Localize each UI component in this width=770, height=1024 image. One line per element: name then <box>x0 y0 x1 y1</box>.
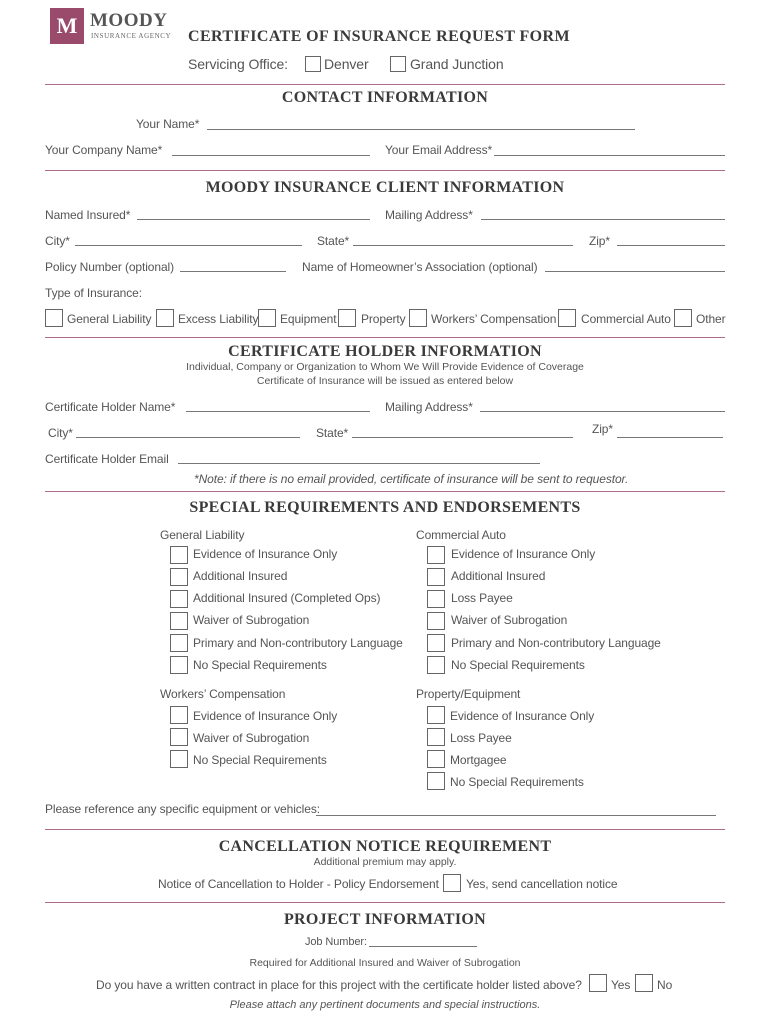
special-heading: SPECIAL REQUIREMENTS AND ENDORSEMENTS <box>189 499 581 516</box>
holder-name-label: Certificate Holder Name* <box>45 400 176 414</box>
pe-loss-payee-label: Loss Payee <box>450 731 512 745</box>
company-name-field[interactable] <box>172 143 370 156</box>
section-divider <box>45 829 725 830</box>
denver-checkbox[interactable] <box>305 56 321 72</box>
holder-city-field[interactable] <box>76 425 300 438</box>
excess-liability-checkbox[interactable] <box>156 309 174 327</box>
cancellation-subtitle: Additional premium may apply. <box>313 856 457 868</box>
gl-additional-insured-label: Additional Insured <box>193 569 288 583</box>
gl-title: General Liability <box>160 528 245 542</box>
job-number-field[interactable] <box>369 934 477 947</box>
logo-letter: M <box>56 13 78 38</box>
email-label: Your Email Address* <box>385 143 493 157</box>
wc-evidence-checkbox[interactable] <box>170 706 188 724</box>
client-state-field[interactable] <box>353 233 573 246</box>
client-mailing-label: Mailing Address* <box>385 208 473 222</box>
holder-email-note: *Note: if there is no email provided, certificate of insurance will be sent to requestor. <box>194 472 629 486</box>
ca-additional-insured-checkbox[interactable] <box>427 568 445 586</box>
wc-waiver-checkbox[interactable] <box>170 728 188 746</box>
contract-question: Do you have a written contract in place for this project with the certificate holder listed above? <box>96 978 582 992</box>
gl-none-checkbox[interactable] <box>170 656 188 674</box>
client-heading: MOODY INSURANCE CLIENT INFORMATION <box>205 179 565 196</box>
contract-yes-label: Yes <box>611 978 631 992</box>
type-equipment: Equipment <box>280 312 337 326</box>
company-name-label: Your Company Name* <box>45 143 163 157</box>
ca-loss-payee-checkbox[interactable] <box>427 590 445 608</box>
ca-waiver-checkbox[interactable] <box>427 612 445 630</box>
gl-completed-ops-label: Additional Insured (Completed Ops) <box>193 591 381 605</box>
denver-label: Denver <box>324 56 369 72</box>
logo-name: MOODY <box>90 10 168 31</box>
gl-primary-checkbox[interactable] <box>170 634 188 652</box>
gl-primary-label: Primary and Non-contributory Language <box>193 636 403 650</box>
cancellation-notice-label: Notice of Cancellation to Holder - Policy Endorsement <box>158 877 439 891</box>
ca-evidence-checkbox[interactable] <box>427 546 445 564</box>
gl-waiver-checkbox[interactable] <box>170 612 188 630</box>
contact-heading: CONTACT INFORMATION <box>281 89 489 106</box>
type-of-insurance-label: Type of Insurance: <box>45 286 142 300</box>
email-field[interactable] <box>494 143 725 156</box>
holder-city-label: City* <box>48 426 73 440</box>
holder-heading: CERTIFICATE HOLDER INFORMATION <box>228 343 542 360</box>
holder-email-label: Certificate Holder Email <box>45 452 169 466</box>
equipment-reference-label: Please reference any specific equipment or vehicles: <box>45 802 320 816</box>
wc-none-label: No Special Requirements <box>193 753 327 767</box>
pe-mortgagee-label: Mortgagee <box>450 753 507 767</box>
project-required-note: Required for Additional Insured and Waiver of Subrogation <box>249 957 521 969</box>
gl-completed-ops-checkbox[interactable] <box>170 590 188 608</box>
pe-evidence-label: Evidence of Insurance Only <box>450 709 595 723</box>
equipment-reference-field[interactable] <box>316 803 716 816</box>
pe-title: Property/Equipment <box>416 687 521 701</box>
holder-zip-label: Zip* <box>592 422 613 436</box>
policy-number-label: Policy Number (optional) <box>45 260 174 274</box>
ca-none-checkbox[interactable] <box>427 656 445 674</box>
ca-primary-checkbox[interactable] <box>427 634 445 652</box>
holder-mailing-label: Mailing Address* <box>385 400 473 414</box>
type-commercial-auto: Commercial Auto <box>581 312 671 326</box>
holder-email-field[interactable] <box>178 451 540 464</box>
hoa-field[interactable] <box>545 259 725 272</box>
holder-subtitle-2: Certificate of Insurance will be issued as entered below <box>256 375 514 387</box>
wc-title: Workers’ Compensation <box>160 687 286 701</box>
holder-zip-field[interactable] <box>617 425 723 438</box>
pe-none-label: No Special Requirements <box>450 775 584 789</box>
pe-none-checkbox[interactable] <box>427 772 445 790</box>
gl-waiver-label: Waiver of Subrogation <box>193 613 310 627</box>
attach-instructions: Please attach any pertinent documents and special instructions. <box>229 999 541 1011</box>
your-name-field[interactable] <box>207 117 635 130</box>
ca-loss-payee-label: Loss Payee <box>451 591 513 605</box>
type-property: Property <box>361 312 406 326</box>
contract-no-label: No <box>657 978 673 992</box>
equipment-checkbox[interactable] <box>258 309 276 327</box>
type-excess-liability: Excess Liability <box>178 312 259 326</box>
grand-junction-checkbox[interactable] <box>390 56 406 72</box>
project-heading: PROJECT INFORMATION <box>283 911 486 928</box>
client-zip-field[interactable] <box>617 233 725 246</box>
form-title: CERTIFICATE OF INSURANCE REQUEST FORM <box>188 28 570 45</box>
hoa-label: Name of Homeowner’s Association (optional) <box>302 260 538 274</box>
holder-name-field[interactable] <box>186 399 370 412</box>
ca-title: Commercial Auto <box>416 528 506 542</box>
client-zip-label: Zip* <box>589 234 610 248</box>
client-city-label: City* <box>45 234 70 248</box>
section-divider <box>45 902 725 903</box>
section-divider <box>45 491 725 492</box>
logo-mark <box>50 8 84 44</box>
ca-waiver-label: Waiver of Subrogation <box>451 613 568 627</box>
section-divider <box>45 84 725 85</box>
contract-no-checkbox[interactable] <box>635 974 653 992</box>
wc-evidence-label: Evidence of Insurance Only <box>193 709 338 723</box>
grand-junction-label: Grand Junction <box>410 56 504 72</box>
type-workers-comp: Workers’ Compensation <box>431 312 557 326</box>
contract-yes-checkbox[interactable] <box>589 974 607 992</box>
named-insured-label: Named Insured* <box>45 208 131 222</box>
type-general-liability: General Liability <box>67 312 152 326</box>
holder-state-field[interactable] <box>352 425 573 438</box>
named-insured-field[interactable] <box>137 207 370 220</box>
ca-primary-label: Primary and Non-contributory Language <box>451 636 661 650</box>
ca-evidence-label: Evidence of Insurance Only <box>451 547 596 561</box>
pe-evidence-checkbox[interactable] <box>427 706 445 724</box>
cancellation-yes-label: Yes, send cancellation notice <box>466 877 618 891</box>
job-number-label: Job Number: <box>305 936 367 948</box>
cancellation-yes-checkbox[interactable] <box>443 874 461 892</box>
pe-mortgagee-checkbox[interactable] <box>427 750 445 768</box>
gl-evidence-checkbox[interactable] <box>170 546 188 564</box>
wc-waiver-label: Waiver of Subrogation <box>193 731 310 745</box>
other-checkbox[interactable] <box>674 309 692 327</box>
holder-mailing-field[interactable] <box>480 399 725 412</box>
wc-none-checkbox[interactable] <box>170 750 188 768</box>
commercial-auto-checkbox[interactable] <box>558 309 576 327</box>
your-name-label: Your Name* <box>136 117 200 131</box>
ca-additional-insured-label: Additional Insured <box>451 569 546 583</box>
section-divider <box>45 337 725 338</box>
property-checkbox[interactable] <box>338 309 356 327</box>
cancellation-heading: CANCELLATION NOTICE REQUIREMENT <box>218 838 552 855</box>
client-mailing-field[interactable] <box>481 207 725 220</box>
pe-loss-payee-checkbox[interactable] <box>427 728 445 746</box>
type-other: Other <box>696 312 726 326</box>
general-liability-checkbox[interactable] <box>45 309 63 327</box>
ca-none-label: No Special Requirements <box>451 658 585 672</box>
gl-evidence-label: Evidence of Insurance Only <box>193 547 338 561</box>
gl-none-label: No Special Requirements <box>193 658 327 672</box>
holder-subtitle-1: Individual, Company or Organization to Whom We Will Provide Evidence of Coverage <box>186 361 584 373</box>
section-divider <box>45 170 725 171</box>
logo-subtitle: INSURANCE AGENCY <box>91 32 172 40</box>
client-city-field[interactable] <box>75 233 302 246</box>
holder-state-label: State* <box>316 426 349 440</box>
policy-number-field[interactable] <box>180 259 286 272</box>
servicing-office-label: Servicing Office: <box>188 56 288 72</box>
client-state-label: State* <box>317 234 350 248</box>
gl-additional-insured-checkbox[interactable] <box>170 568 188 586</box>
workers-comp-checkbox[interactable] <box>409 309 427 327</box>
